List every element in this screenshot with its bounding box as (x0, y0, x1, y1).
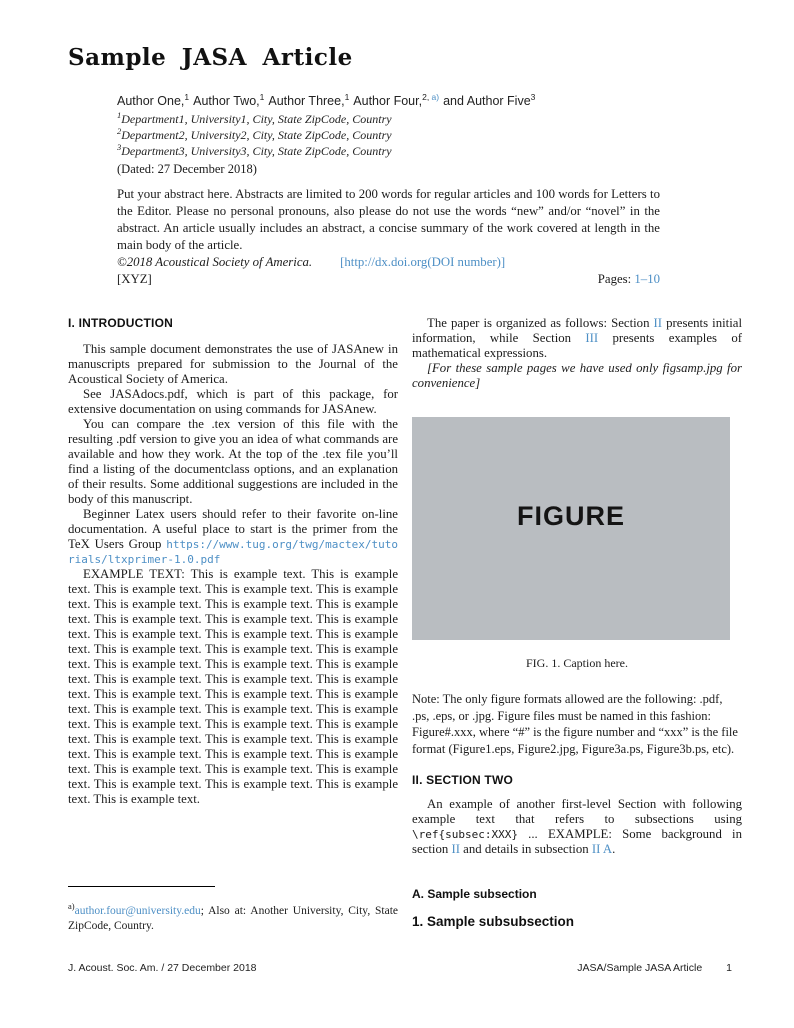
author-4-affil-ref: 2, a) (422, 91, 440, 102)
sample-pages-note: [For these sample pages we have used only figsamp.jpg for convenience] (412, 361, 742, 390)
section-2-inline-ref[interactable]: II (451, 842, 460, 856)
author-3: Author Three,$^1$ (268, 91, 350, 108)
footnote-area (68, 886, 398, 934)
section-2-ref-link[interactable]: II (653, 316, 663, 330)
subsubsection-1-heading: 1. Sample subsubsection (412, 914, 575, 929)
section-1-heading: I. INTRODUCTION (68, 316, 173, 330)
tug-primer-link[interactable]: https://www.tug.org/twg/mactex/tutorials/ltxprimer-1.0.pdf (68, 538, 398, 566)
abstract (117, 186, 660, 271)
intro-paragraph-3: You can compare the .tex version of this file with the resulting .pdf version to give you an idea of what commands are available and how they work. At the top of the .tex file you’ll find a listing of the documentclass options, and an explanation of their results. Some additional suggestions are included in the body of this manuscript. (68, 417, 398, 506)
copyright-text: ©2018 Acoustical Society of America. (117, 255, 313, 269)
author-block (117, 91, 662, 159)
intro-paragraph-2: See JASAdocs.pdf, which is part of this package, for extensive documentation on using commands for JASAnew. (68, 387, 398, 416)
dated-line: (Dated: 27 December 2018) (117, 162, 257, 176)
meta-row (117, 272, 660, 287)
author-email-link[interactable]: author.four@university.edu (74, 905, 201, 917)
footnote-text: $^{a)}$author.four@university.edu; Also at: Another University, City, State ZipCode, Country. (68, 901, 398, 932)
author-4: Author Four,$^{2, a)}$ (353, 91, 440, 108)
intro-paragraph-1: This sample document demonstrates the use of JASAnew in manuscripts prepared for submission to the Journal of the Acoustical Society of America. (68, 342, 398, 386)
footnote-marker: a) (68, 901, 75, 912)
pacs-code: [XYZ] (117, 272, 152, 286)
page-number: 1 (726, 962, 732, 974)
intro-paragraph-4: Beginner Latex users should refer to their favorite on-line documentation. A useful place to start is the primer from the TeX Users Group https://www.tug.org/twg/mactex/tutorials/ltxprimer-1.0.pdf (68, 507, 398, 566)
right-column (412, 316, 742, 929)
footer-article-title: JASA/Sample JASA Article (577, 962, 703, 974)
author-2: Author Two,$^1$ (193, 91, 265, 108)
author-line (117, 91, 662, 108)
author-5-affil-ref: 3 (530, 91, 536, 102)
section-2-paragraph: An example of another first-level Section with following example text that refers to subsections using \ref{subsec:XXX} ... EXAMPLE: Some background in section II and details in subsection II A. (412, 797, 742, 856)
left-column (68, 316, 398, 807)
footer-right (577, 962, 732, 974)
subsection-a-heading: A. Sample subsection (412, 887, 537, 901)
copyright-line (117, 254, 660, 271)
section-2-heading: II. SECTION TWO (412, 773, 513, 787)
figure-1-caption: FIG. 1. Caption here. (526, 656, 628, 670)
affiliation-3: $^3$Department3, University3, City, State ZipCode, Country (117, 142, 392, 158)
affiliation-2: $^2$Department2, University2, City, State ZipCode, Country (117, 126, 392, 142)
author-5: and Author Five$^3$ (443, 91, 536, 108)
subsection-2a-ref[interactable]: II A (591, 842, 613, 856)
abstract-text: Put your abstract here. Abstracts are limited to 200 words for regular articles and 100 words for Letters to the Editor. Please no personal pronouns, also please do not use the words “new” and/or “novel” in the abstract. An article usually includes an abstract, a concise summary of the work covered at length in the main body of the article. (117, 187, 660, 252)
author-1: Author One,$^1$ (117, 91, 190, 108)
figure-formats-note: Note: The only figure formats allowed are the following: .pdf, .ps, .eps, or .jpg. Figure files must be named in this fashion: Figure#.xxx, where “#” is the figure number and “xxx” is the file format (Figure1.eps, Figure2.jpg, Figure3a.ps, Figure3b.ps, etc). (412, 692, 738, 756)
footnote-rule (68, 886, 215, 887)
section-3-ref-link[interactable]: III (585, 331, 599, 345)
author-footnote-link[interactable]: a) (431, 91, 440, 102)
figure-placeholder-text: FIGURE (516, 501, 625, 531)
affiliation-1: $^1$Department1, University1, City, State ZipCode, Country (117, 110, 392, 126)
doi-link[interactable]: [http://dx.doi.org(DOI number)] (340, 255, 506, 269)
latex-ref-command: \ref{subsec:XXX} (412, 828, 518, 841)
author-1-affil-ref: 1 (184, 91, 190, 102)
author-2-affil-ref: 1 (259, 91, 265, 102)
pages-range: Pages: 1–10 (597, 272, 660, 286)
organization-paragraph: The paper is organized as follows: Section II presents initial information, while Section III presents examples of mathematical expressions. (412, 316, 743, 360)
page-footer (68, 962, 732, 974)
pages-link[interactable]: 1–10 (634, 272, 660, 286)
figure-1-image (412, 417, 730, 640)
footer-journal-date: J. Acoust. Soc. Am. / 27 December 2018 (68, 962, 257, 974)
example-text-paragraph: EXAMPLE TEXT: This is example text. This is example text. This is example text. This is example text. This is example text. This is example text. This is example text. This is example text. This is example text. This is example text. This is example text. This is example text. This is example text. This is example text. This is example text. This is example text. This is example text. This is example text. This is example text. This is example text. This is example text. This is example text. This is example text. This is example text. This is example text. This is example text. This is example text. This is example text. This is example text. This is example text. This is example text. This is example text. This is example text. This is example text. This is example text. This is example text. This is example text. This is example text. This is example text. This is example text. This is example text. This is example text. This is example text. This is example text. This is example text. (68, 567, 398, 806)
author-3-affil-ref: 1 (344, 91, 350, 102)
article-title: Sample JASA Article (68, 44, 353, 71)
